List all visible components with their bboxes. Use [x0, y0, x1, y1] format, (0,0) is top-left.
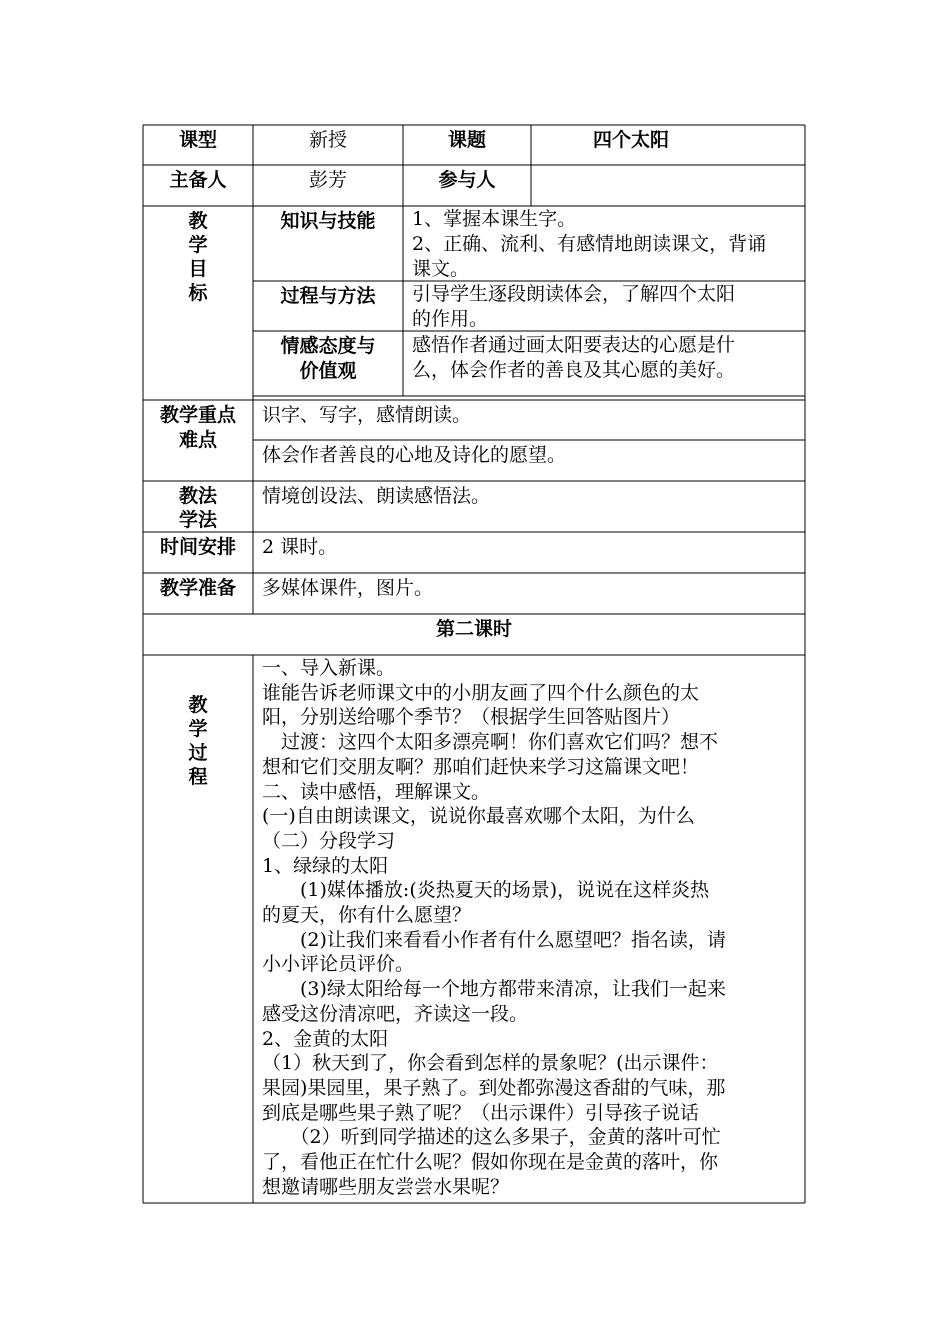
process-line: （2）听到同学描述的这么多果子，金黄的落叶可忙 — [262, 1126, 721, 1149]
knowledge-line: 1、掌握本课生字。 — [412, 208, 577, 230]
goals-label-char: 目 — [188, 258, 208, 280]
process-method-line: 的作用。 — [412, 308, 489, 330]
process-line: （二）分段学习 — [262, 829, 396, 852]
process-line: 谁能告诉老师课文中的小朋友画了四个什么颜色的太 — [262, 681, 700, 704]
key-points-label-line: 难点 — [178, 429, 217, 451]
preparation-value: 多媒体课件，图片。 — [262, 577, 434, 599]
process-label-char: 程 — [188, 766, 208, 788]
preparer-label: 主备人 — [169, 169, 227, 191]
type-label: 课型 — [178, 129, 217, 151]
process-line: 二、读中感悟，理解课文。 — [262, 780, 491, 803]
goals-label-char: 教 — [188, 210, 208, 232]
methods-label-line: 教法 — [178, 485, 217, 507]
process-line: (1)媒体播放:(炎热夏天的场景)，说说在这样炎热 — [262, 879, 710, 902]
emotion-label — [253, 334, 403, 384]
emotion-label-line: 情感态度与 — [280, 335, 376, 357]
key-points-label-line: 教学重点 — [159, 404, 236, 426]
process-line: 1、绿绿的太阳 — [262, 854, 389, 877]
process-label-char: 学 — [188, 718, 208, 740]
process-line: 2、金黄的太阳 — [262, 1027, 389, 1050]
goals-label-char: 学 — [188, 234, 208, 256]
knowledge-line: 2、正确、流利、有感情地朗读课文，背诵 — [412, 233, 767, 255]
process-line: 阳，分别送给哪个季节？（根据学生回答贴图片） — [262, 706, 681, 729]
process-line: 了，看他正在忙什么呢？假如你现在是金黄的落叶，你 — [262, 1151, 719, 1174]
process-content — [262, 656, 726, 1199]
process-line: (一)自由朗读课文，说说你最喜欢哪个太阳，为什么 — [262, 805, 695, 828]
emotion-label-line: 价值观 — [299, 360, 357, 382]
process-label-char: 教 — [188, 694, 208, 716]
key-difficulty: 体会作者善良的心地及诗化的愿望。 — [262, 444, 567, 466]
preparation-label: 教学准备 — [159, 577, 236, 599]
goals-label — [143, 209, 253, 305]
methods-value: 情境创设法、朗读感悟法。 — [262, 485, 491, 507]
process-line: （1）秋天到了，你会看到怎样的景象呢？(出示课件： — [262, 1052, 719, 1075]
process-line: 的夏天，你有什么愿望？ — [262, 904, 472, 927]
knowledge-content — [412, 207, 766, 282]
process-line: 想和它们交朋友啊？那咱们赶快来学习这篇课文吧！ — [262, 755, 700, 778]
process-label — [143, 693, 253, 789]
key-focus: 识字、写字，感情朗读。 — [262, 404, 472, 426]
knowledge-line: 课文。 — [412, 258, 470, 280]
schedule-value: 2 课时。 — [262, 536, 338, 558]
process-line: 想邀请哪些朋友尝尝水果呢？ — [262, 1175, 510, 1198]
preparer-value: 彭芳 — [308, 169, 347, 191]
process-line: 果园)果园里，果子熟了。到处都弥漫这香甜的气味，那 — [262, 1076, 726, 1099]
type-value: 新授 — [308, 129, 347, 151]
process-line: 过渡：这四个太阳多漂亮啊！你们喜欢它们吗？想不 — [262, 731, 719, 754]
knowledge-label: 知识与技能 — [280, 210, 376, 232]
methods-label — [143, 484, 253, 532]
process-method-content — [412, 282, 735, 332]
process-method-label: 过程与方法 — [280, 285, 376, 307]
process-label-char: 过 — [188, 742, 208, 764]
process-line: (3)绿太阳给每一个地方都带来清凉，让我们一起来 — [262, 978, 726, 1001]
emotion-line: 么，体会作者的善良及其心愿的美好。 — [412, 359, 736, 381]
emotion-content — [412, 333, 735, 383]
emotion-line: 感悟作者通过画太阳要表达的心愿是什 — [412, 334, 736, 356]
key-points-label — [143, 403, 253, 453]
process-line: 到底是哪些果子熟了呢？（出示课件）引导孩子说话 — [262, 1101, 700, 1124]
goals-label-char: 标 — [188, 282, 208, 304]
participant-label: 参与人 — [438, 169, 496, 191]
process-method-line: 引导学生逐段朗读体会，了解四个太阳 — [412, 283, 736, 305]
topic-label: 课题 — [447, 129, 486, 151]
schedule-label: 时间安排 — [159, 536, 236, 558]
methods-label-line: 学法 — [178, 509, 217, 531]
process-line: 一、导入新课。 — [262, 657, 396, 679]
section-title: 第二课时 — [435, 618, 512, 640]
process-line: 感受这份清凉吧，齐读这一段。 — [262, 1002, 529, 1025]
topic-value: 四个太阳 — [592, 129, 669, 151]
process-line: 小小评论员评价。 — [262, 953, 415, 976]
process-line: (2)让我们来看看小作者有什么愿望吧？指名读，请 — [262, 928, 726, 951]
